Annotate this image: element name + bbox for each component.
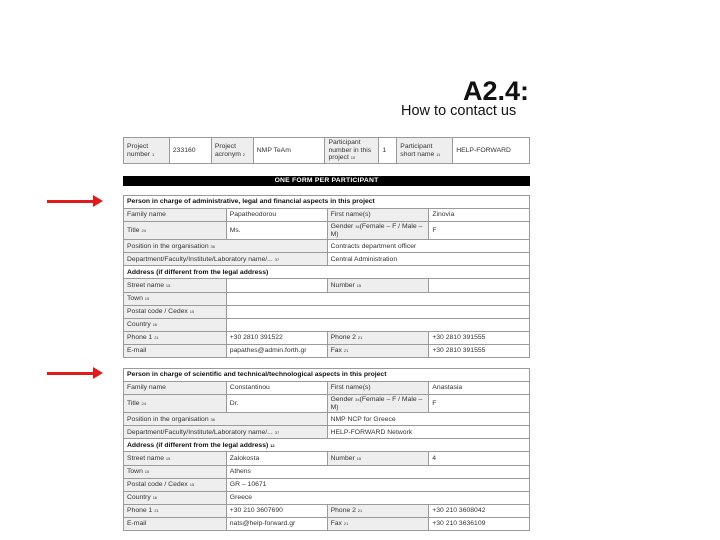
title-value: Dr. <box>226 395 327 413</box>
family-name-value: Constantinou <box>226 382 327 395</box>
phone2-value: +30 210 3608042 <box>429 504 530 517</box>
one-form-banner: ONE FORM PER PARTICIPANT <box>123 176 530 186</box>
number-value <box>429 279 530 292</box>
department-label: Department/Faculty/Institute/Laboratory name/... 37 <box>124 426 328 439</box>
family-name-label: Family name <box>124 382 227 395</box>
phone1-label: Phone 1 21 <box>124 331 227 344</box>
participant-short-name-value: HELP-FORWARD <box>453 138 530 164</box>
fax-label: Fax 21 <box>327 344 429 357</box>
project-info-table <box>123 137 530 164</box>
town-value <box>226 292 529 305</box>
gender-label: Gender 34(Female – F / Male – M) <box>327 222 429 240</box>
email-label: E-mail <box>124 344 227 357</box>
first-name-value: Anastasia <box>429 382 530 395</box>
participant-number-label: Participant number in this project 10 <box>325 138 379 164</box>
phone1-label: Phone 1 21 <box>124 504 227 517</box>
page-title: A2.4: <box>463 76 530 106</box>
street-value: Zalokosta <box>226 452 327 465</box>
project-number-label: Project number 1 <box>124 138 170 164</box>
title-label: Title 24 <box>124 395 227 413</box>
street-label: Street name 15 <box>124 452 227 465</box>
phone1-value: +30 2810 391522 <box>226 331 327 344</box>
email-value: papathes@admin.forth.gr <box>226 344 327 357</box>
town-value: Athens <box>226 465 529 478</box>
department-value: Central Administration <box>327 253 529 266</box>
email-label: E-mail <box>124 517 227 530</box>
fax-value: +30 2810 391555 <box>429 344 530 357</box>
phone2-value: +30 2810 391555 <box>429 331 530 344</box>
postal-code-label: Postal code / Cedex 15 <box>124 305 227 318</box>
participant-short-name-label: Participant short name 11 <box>397 138 453 164</box>
title-value: Ms. <box>226 222 327 240</box>
phone1-value: +30 210 3607690 <box>226 504 327 517</box>
street-value <box>226 279 327 292</box>
postal-code-label: Postal code / Cedex 15 <box>124 478 227 491</box>
position-value: Contracts department officer <box>327 240 529 253</box>
phone2-label: Phone 2 21 <box>327 504 429 517</box>
project-acronym-label: Project acronym 2 <box>211 138 253 164</box>
address-heading: Address (if different from the legal address) 12 <box>124 439 530 452</box>
red-arrow-icon <box>47 195 103 207</box>
phone2-label: Phone 2 21 <box>327 331 429 344</box>
participant-number-value: 1 <box>379 138 397 164</box>
gender-label: Gender 34(Female – F / Male – M) <box>327 395 429 413</box>
scientific-contact-table <box>123 368 530 531</box>
title-label: Title 24 <box>124 222 227 240</box>
address-heading: Address (if different from the legal address) <box>124 266 530 279</box>
position-label: Position in the organisation 36 <box>124 240 328 253</box>
family-name-label: Family name <box>124 209 227 222</box>
red-arrow-icon <box>47 367 103 379</box>
gender-value: F <box>429 222 530 240</box>
department-value: HELP-FORWARD Network <box>327 426 529 439</box>
first-name-label: First name(s) <box>327 209 429 222</box>
gender-value: F <box>429 395 530 413</box>
number-label: Number 15 <box>327 452 429 465</box>
section-heading: Person in charge of administrative, legal and financial aspects in this project <box>124 196 530 209</box>
town-label: Town 15 <box>124 465 227 478</box>
country-label: Country 16 <box>124 318 227 331</box>
position-value: NMP NCP for Greece <box>327 413 529 426</box>
fax-value: +30 210 3636109 <box>429 517 530 530</box>
project-number-value: 233160 <box>169 138 211 164</box>
admin-contact-table <box>123 195 530 358</box>
postal-code-value <box>226 305 529 318</box>
department-label: Department/Faculty/Institute/Laboratory name/... 37 <box>124 253 328 266</box>
country-value <box>226 318 529 331</box>
first-name-value: Zinovia <box>429 209 530 222</box>
number-value: 4 <box>429 452 530 465</box>
country-label: Country 16 <box>124 491 227 504</box>
section-heading: Person in charge of scientific and technical/technological aspects in this project <box>124 369 530 382</box>
first-name-label: First name(s) <box>327 382 429 395</box>
town-label: Town 15 <box>124 292 227 305</box>
street-label: Street name 15 <box>124 279 227 292</box>
email-value: nats@help-forward.gr <box>226 517 327 530</box>
number-label: Number 15 <box>327 279 429 292</box>
page-subtitle: How to contact us <box>401 103 517 119</box>
country-value: Greece <box>226 491 529 504</box>
fax-label: Fax 21 <box>327 517 429 530</box>
postal-code-value: GR – 10671 <box>226 478 529 491</box>
project-acronym-value: NMP TeAm <box>253 138 325 164</box>
family-name-value: Papatheodorou <box>226 209 327 222</box>
position-label: Position in the organisation 36 <box>124 413 328 426</box>
